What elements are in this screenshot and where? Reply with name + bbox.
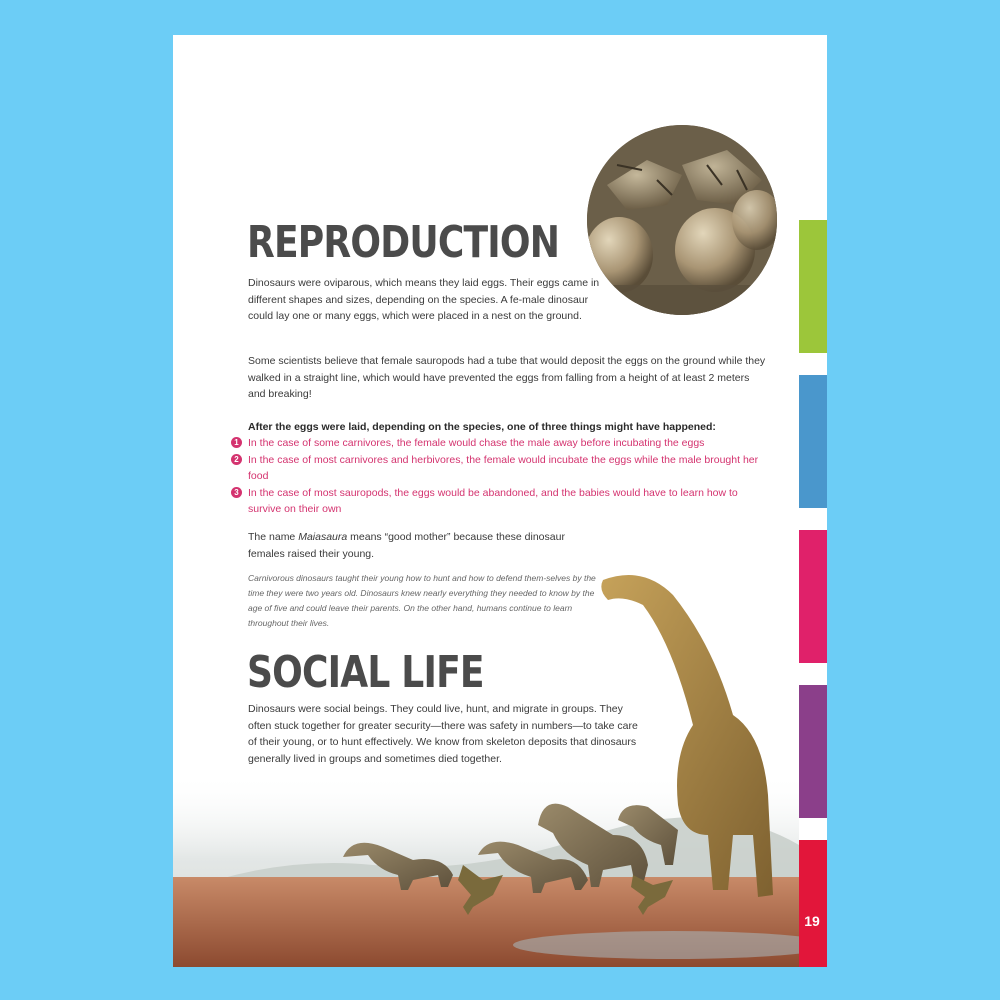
reproduction-paragraph-2: Some scientists believe that female sauropods had a tube that would deposit the eggs on the ground while they walked in a straight line, which would have prevented the eggs from falling from a height of at least 2 meters and breaking! — [248, 355, 766, 400]
social-life-heading: SOCIAL LIFE — [247, 647, 484, 698]
section-tab-purple — [799, 685, 827, 818]
list-item-text: In the case of some carnivores, the female would chase the male away before incubating the eggs — [248, 437, 705, 449]
list-item — [231, 435, 771, 452]
list-number-3: 3 — [231, 487, 242, 498]
list-item — [231, 452, 771, 485]
dinosaur-eggs-photo — [587, 125, 777, 315]
section-tab-red — [799, 840, 827, 967]
reproduction-paragraph-1: Dinosaurs were oviparous, which means they laid eggs. Their eggs came in different shapes and sizes, depending on the species. A fe-male dinosaur could lay one or many eggs, which were placed in a nest on the ground. — [248, 277, 600, 322]
section-tab-green — [799, 220, 827, 353]
social-life-paragraph: Dinosaurs were social beings. They could live, hunt, and migrate in groups. They often stuck together for greater security—there was safety in numbers—to take care of their young, or to hunt effectively. We know from skeleton deposits that dinosaurs generally lived in groups and sometimes died together. — [248, 703, 638, 765]
section-tab-blue — [799, 375, 827, 508]
reproduction-heading: REPRODUCTION — [247, 217, 560, 268]
list-item-text: In the case of most sauropods, the eggs would be abandoned, and the babies would have to learn how to survive on their own — [248, 486, 738, 515]
outcomes-list — [231, 435, 771, 518]
book-page — [173, 35, 827, 967]
list-number-2: 2 — [231, 454, 242, 465]
page-number: 19 — [804, 913, 820, 929]
section-tab-pink — [799, 530, 827, 663]
list-number-1: 1 — [231, 437, 242, 448]
outcomes-lead: After the eggs were laid, depending on the species, one of three things might have happened: — [248, 421, 716, 433]
list-item — [231, 485, 771, 518]
list-item-text: In the case of most carnivores and herbivores, the female would incubate the eggs while the male brought her food — [248, 453, 759, 482]
